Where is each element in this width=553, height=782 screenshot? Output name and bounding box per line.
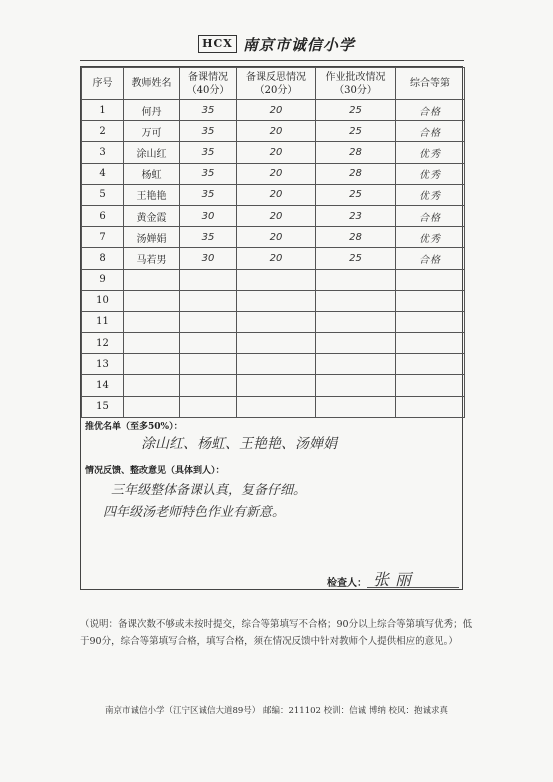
table-row	[82, 269, 465, 290]
reflection-score	[237, 396, 316, 417]
overall-grade	[396, 333, 465, 354]
prep-score	[180, 375, 237, 396]
reflection-score: 20	[237, 142, 316, 163]
teacher-name: 万可	[124, 121, 180, 142]
teacher-name: 黄金霞	[124, 205, 180, 226]
reflection-score	[237, 375, 316, 396]
homework-score	[316, 375, 396, 396]
overall-grade	[396, 396, 465, 417]
homework-score: 25	[316, 184, 396, 205]
teacher-name	[124, 375, 180, 396]
overall-grade	[396, 269, 465, 290]
table-row	[82, 354, 465, 375]
row-number: 5	[82, 184, 124, 205]
teacher-name: 马若男	[124, 248, 180, 269]
teacher-name: 汤婵娟	[124, 227, 180, 248]
prep-score: 30	[180, 248, 237, 269]
header-grade: 综合等第	[396, 68, 465, 100]
table-row	[82, 163, 465, 184]
row-number: 9	[82, 269, 124, 290]
reflection-score: 20	[237, 184, 316, 205]
overall-grade	[396, 375, 465, 396]
row-number: 14	[82, 375, 124, 396]
school-title: 南京市诚信小学	[242, 35, 355, 54]
reflection-score: 20	[237, 100, 316, 121]
prep-score	[180, 333, 237, 354]
homework-score: 25	[316, 248, 396, 269]
homework-score: 28	[316, 142, 396, 163]
signature-line	[367, 587, 459, 588]
homework-score	[316, 290, 396, 311]
row-number: 11	[82, 311, 124, 332]
header-rule	[80, 60, 464, 61]
checker-signature: 张丽	[373, 570, 418, 589]
table-row	[82, 142, 465, 163]
homework-score	[316, 396, 396, 417]
reflection-score: 20	[237, 248, 316, 269]
header-name: 教师姓名	[124, 68, 180, 100]
school-logo: HCX	[198, 35, 237, 53]
row-number: 3	[82, 142, 124, 163]
feedback-label: 情况反馈、整改意见（具体到人）：	[85, 466, 225, 476]
page-header	[0, 30, 553, 58]
overall-grade	[396, 311, 465, 332]
reflection-score	[237, 354, 316, 375]
prep-score	[180, 290, 237, 311]
homework-score: 23	[316, 205, 396, 226]
header-reflect: 备课反思情况（20分）	[237, 68, 316, 100]
homework-score: 28	[316, 227, 396, 248]
homework-score	[316, 269, 396, 290]
teacher-name	[124, 333, 180, 354]
overall-grade: 优秀	[396, 227, 465, 248]
overall-grade: 优秀	[396, 184, 465, 205]
teacher-name: 何丹	[124, 100, 180, 121]
reflection-score	[237, 333, 316, 354]
nominee-label: 推优名单（至多50%）：	[85, 422, 183, 432]
header-prep: 备课情况（40分）	[180, 68, 237, 100]
teacher-name	[124, 269, 180, 290]
feedback-line: 四年级汤老师特色作业有新意。	[103, 505, 286, 520]
homework-score: 28	[316, 163, 396, 184]
table-row	[82, 121, 465, 142]
prep-score: 35	[180, 121, 237, 142]
homework-score: 25	[316, 100, 396, 121]
teacher-name: 王艳艳	[124, 184, 180, 205]
table-row	[82, 333, 465, 354]
prep-score	[180, 396, 237, 417]
header-no: 序号	[82, 68, 124, 100]
prep-score	[180, 354, 237, 375]
teacher-name	[124, 354, 180, 375]
overall-grade: 优秀	[396, 142, 465, 163]
reflection-score	[237, 269, 316, 290]
prep-score: 35	[180, 163, 237, 184]
reflection-score	[237, 290, 316, 311]
row-number: 6	[82, 205, 124, 226]
row-number: 12	[82, 333, 124, 354]
teacher-name	[124, 290, 180, 311]
checker-label: 检查人：	[327, 578, 367, 589]
table-row	[82, 205, 465, 226]
table-row	[82, 184, 465, 205]
table-row	[82, 227, 465, 248]
nominee-list: 涂山红、杨虹、王艳艳、汤婵娟	[141, 436, 337, 452]
homework-score	[316, 354, 396, 375]
overall-grade: 合格	[396, 100, 465, 121]
teacher-name	[124, 311, 180, 332]
reflection-score: 20	[237, 227, 316, 248]
homework-score	[316, 311, 396, 332]
row-number: 1	[82, 100, 124, 121]
row-number: 7	[82, 227, 124, 248]
prep-score: 30	[180, 205, 237, 226]
overall-grade	[396, 354, 465, 375]
overall-grade	[396, 290, 465, 311]
table-row	[82, 396, 465, 417]
overall-grade: 优秀	[396, 163, 465, 184]
table-row	[82, 248, 465, 269]
homework-score	[316, 333, 396, 354]
header-homework: 作业批改情况（30分）	[316, 68, 396, 100]
table-header-row	[82, 68, 465, 100]
feedback-line: 三年级整体备课认真，复备仔细。	[111, 483, 307, 498]
row-number: 8	[82, 248, 124, 269]
inspection-form	[80, 66, 463, 590]
row-number: 10	[82, 290, 124, 311]
prep-score: 35	[180, 227, 237, 248]
prep-score	[180, 269, 237, 290]
overall-grade: 合格	[396, 248, 465, 269]
teacher-name: 涂山红	[124, 142, 180, 163]
table-row	[82, 375, 465, 396]
teacher-name: 杨虹	[124, 163, 180, 184]
homework-score: 25	[316, 121, 396, 142]
row-number: 13	[82, 354, 124, 375]
row-number: 15	[82, 396, 124, 417]
row-number: 4	[82, 163, 124, 184]
instructions-note: （说明：备课次数不够或未按时提交，综合等第填写不合格；90分以上综合等第填写优秀；低于90分，综合等第填写合格，填写合格，须在情况反馈中针对教师个人提供相应的意见。）	[80, 619, 473, 647]
inspection-table	[81, 67, 465, 418]
table-row	[82, 311, 465, 332]
overall-grade: 合格	[396, 205, 465, 226]
table-row	[82, 290, 465, 311]
reflection-score	[237, 311, 316, 332]
teacher-name	[124, 396, 180, 417]
prep-score: 35	[180, 184, 237, 205]
prep-score: 35	[180, 142, 237, 163]
overall-grade: 合格	[396, 121, 465, 142]
prep-score	[180, 311, 237, 332]
page-footer: 南京市诚信小学（江宁区诚信大道89号） 邮编：211102 校训：信诚 博纳 校风：抱诚求真	[104, 706, 449, 716]
reflection-score: 20	[237, 121, 316, 142]
prep-score: 35	[180, 100, 237, 121]
row-number: 2	[82, 121, 124, 142]
reflection-score: 20	[237, 205, 316, 226]
table-row	[82, 100, 465, 121]
reflection-score: 20	[237, 163, 316, 184]
